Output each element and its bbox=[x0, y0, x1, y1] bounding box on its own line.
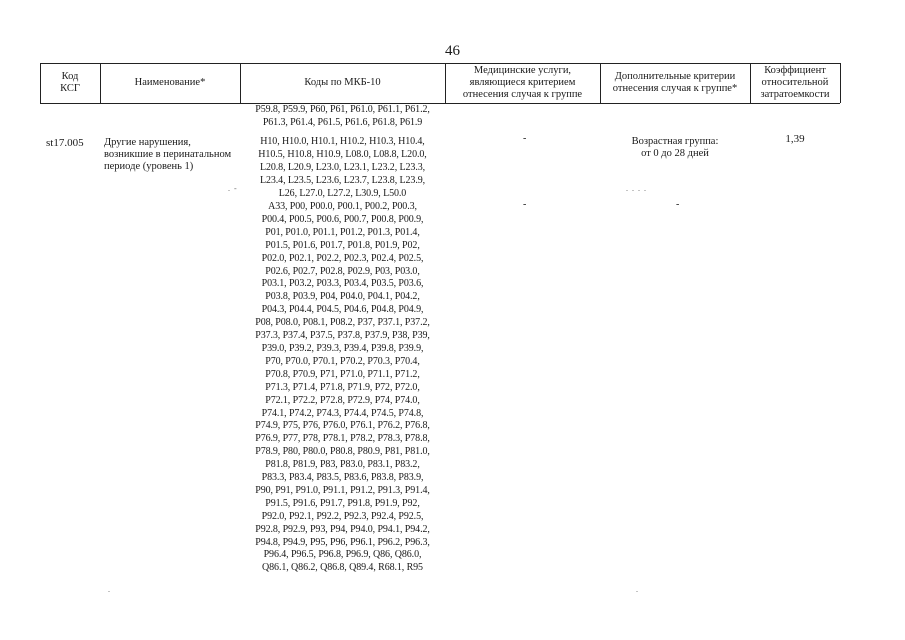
additional-criteria-value: - bbox=[676, 199, 680, 210]
icd10-codes: A33, P00, P00.0, P00.1, P00.2, P00.3, P00.4, P00.5, P00.6, P00.7, P00.8, P00.9, P01, P01.0, P01.1, P01.2, P01.3, P01.4, P01.5, P01.6, P01.7, P01.8, P01.9, P02, P02.0, P02.1, P02.2, P02.3, P02.4, P02.5, P02.6, P02.7, P02.8, P02.9, P03, P03.0, P03.1, P03.2, P03.3, P03.4, P03.5, P03.6, P03.8, P03.9, P04, P04.0, P04.1, P04.2, P04.3, P04.4, P04.5, P04.6, P04.8, P04.9, P08, P08.0, P08.1, P08.2, P37, P37.1, P37.2, P37.3, P37.4, P37.5, P37.8, P37.9, P38, P39, P39.0, P39.2, P39.3, P39.4, P39.8, P39.9, P70, P70.0, P70.1, P70.2, P70.3, P70.4, P70.8, P70.9, P71, P71.0, P71.1, P71.2, P71.3, P71.4, P71.8, P71.9, P72, P72.0, P72.1, P72.2, P72.8, P72.9, P74, P74.0, P74.1, P74.2, P74.3, P74.4, P74.5, P74.8, P74.9, P75, P76, P76.0, P76.1, P76.2, P76.8, P76.9, P77, P78, P78.1, P78.2, P78.3, P78.8, P78.9, P80, P80.0, P80.8, P80.9, P81, P81.0, P81.8, P81.9, P83, P83.0, P83.1, P83.2, P83.3, P83.4, P83.5, P83.6, P83.8, P83.9, P90, P91, P91.0, P91.1, P91.2, P91.3, P91.4, P91.5, P91.6, P91.7, P91.8, P91.9, P92, P92.0, P92.1, P92.2, P92.3, P92.4, P92.5, P92.8, P92.9, P93, P94, P94.0, P94.1, P94.2, P94.8, P94.9, P95, P96, P96.1, P96.2, P96.3, P96.4, P96.5, P96.8, P96.9, Q86, Q86.0, Q86.1, Q86.2, Q86.8, Q89.4, R68.1, R95 bbox=[255, 201, 430, 574]
ksg-name: Другие нарушения, возникшие в перинатальном периоде (уровень 1) bbox=[104, 137, 232, 172]
scan-speck: . bbox=[108, 585, 110, 594]
header-medical-services: Медицинские услуги, являющиеся критерием отнесения случая к группе bbox=[462, 65, 583, 100]
header-name: Наименование* bbox=[134, 77, 206, 88]
icd10-codes: H10, H10.0, H10.1, H10.2, H10.3, H10.4, H10.5, H10.8, H10.9, L08.0, L08.8, L20.0, L20.8, L20.9, L23.0, L23.1, L23.2, L23.3, L23.4, L23.5, L23.6, L23.7, L23.8, L23.9, L26, L27.0, L27.2, L30.9, L50.0 bbox=[258, 136, 427, 199]
header-additional-criteria: Дополнительные критерии отнесения случая к группе* bbox=[612, 71, 738, 94]
header-ksg-code: Код КСГ bbox=[60, 71, 80, 94]
table-right-border bbox=[840, 63, 841, 103]
medical-services-value: - bbox=[523, 133, 527, 144]
header-cost-coefficient: Коэффициент относительной затратоемкости bbox=[760, 65, 830, 100]
scan-speck: . bbox=[636, 585, 638, 594]
additional-criteria-value: Возрастная группа: от 0 до 28 дней bbox=[631, 136, 719, 159]
cost-coefficient-value: 1,39 bbox=[785, 133, 805, 145]
scan-speck: . - bbox=[228, 184, 237, 193]
ksg-code: st17.005 bbox=[46, 137, 84, 149]
page-number: 46 bbox=[445, 43, 460, 59]
table-row-codes-continued: P59.8, P59.9, P60, P61, P61.0, P61.1, P61.2, P61.3, P61.4, P61.5, P61.6, P61.8, P61.9 bbox=[255, 104, 430, 128]
header-icd10-codes: Коды по МКБ-10 bbox=[304, 77, 381, 88]
scan-speck: . . . . bbox=[626, 184, 646, 193]
medical-services-value: - bbox=[523, 199, 527, 210]
